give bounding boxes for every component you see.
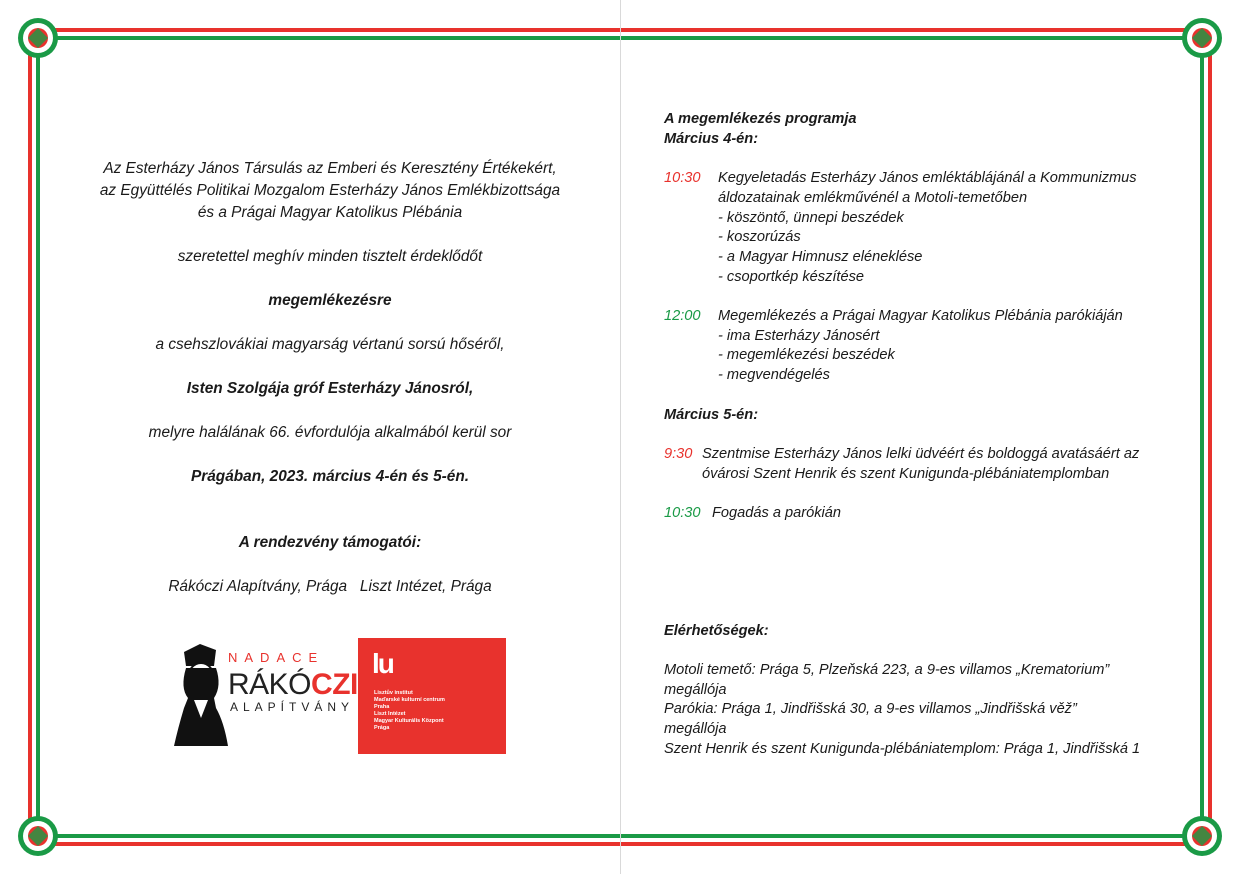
rakoczi-name-a: RÁKÓ — [228, 668, 312, 701]
rakoczi-bottom-text: ALAPÍTVÁNY — [230, 700, 355, 714]
sponsor-logos — [170, 638, 510, 758]
entry-time: 9:30 — [664, 445, 693, 462]
rakoczi-logo — [170, 638, 358, 748]
rakoczi-name — [228, 668, 358, 702]
entry-title: Megemlékezés a Prágai Magyar Katolikus Plébánia parókiáján — [718, 308, 1123, 324]
organizer-line: az Együttélés Politikai Mozgalom Esterházy János Emlékbizottsága — [99, 182, 561, 199]
program-entry — [664, 307, 1184, 327]
entry-time: 12:00 — [664, 308, 701, 324]
cockade-bottom-right-icon — [1182, 816, 1222, 856]
day1-heading: Március 4-én: — [664, 130, 759, 147]
liszt-mark: lu — [372, 648, 393, 679]
liszt-line: Liszt Intézet — [374, 711, 406, 717]
rakoczi-portrait-icon — [170, 638, 230, 748]
liszt-line: Magyar Kulturális Központ — [374, 718, 444, 724]
liszt-institute-logo — [358, 638, 506, 754]
day2-heading: Március 5-én: — [664, 406, 759, 423]
occasion-line: melyre halálának 66. évfordulója alkalmából kerül sor — [148, 424, 512, 441]
rakoczi-top-text: NADACE — [228, 650, 325, 665]
person-line: Isten Szolgája gróf Esterházy Jánosról, — [186, 380, 474, 397]
entry-sub: - koszorúzás — [718, 229, 801, 246]
place-date-line: Prágában, 2023. március 4-én és 5-én. — [190, 468, 470, 485]
program-entry — [664, 169, 1184, 189]
entry-title-cont: óvárosi Szent Henrik és szent Kunigunda-plébániatemplomban — [702, 465, 1110, 482]
entry-sub: - megemlékezési beszédek — [718, 347, 895, 364]
liszt-lines — [374, 690, 445, 732]
cockade-top-right-icon — [1182, 18, 1222, 58]
liszt-line: Praha — [374, 704, 390, 710]
entry-sub: - a Magyar Himnusz eléneklése — [718, 248, 923, 265]
contact-line: megállója — [664, 681, 727, 698]
entry-title-cont: áldozatainak emlékművénél a Motoli-temetőben — [718, 189, 1028, 206]
entry-time: 10:30 — [664, 504, 701, 521]
liszt-line: Maďarské kulturní centrum — [374, 697, 445, 703]
liszt-line: Prága — [374, 725, 390, 731]
entry-time: 10:30 — [664, 170, 701, 187]
supporters-line: Rákóczi Alapítvány, Prága Liszt Intézet, Prága — [168, 578, 492, 595]
entry-sub: - köszöntő, ünnepi beszédek — [718, 209, 904, 226]
contacts-heading: Elérhetőségek: — [664, 622, 769, 639]
organizers — [70, 158, 590, 224]
subject-line: a csehszlovákiai magyarság vértanú sorsú hőséről, — [155, 336, 505, 353]
event-word: megemlékezésre — [268, 292, 392, 309]
program-heading: A megemlékezés programja — [664, 111, 857, 127]
contact-line: Szent Henrik és szent Kunigunda-plébániatemplom: Prága 1, Jindřišská 1 — [664, 740, 1141, 757]
program-entry — [664, 445, 1184, 465]
contacts — [664, 661, 1184, 760]
entry-sub: - csoportkép készítése — [718, 268, 865, 285]
liszt-line: Lisztův institut — [374, 690, 413, 696]
program-entry — [664, 504, 1184, 524]
entry-title: Kegyeletadás Esterházy János emléktáblájánál a Kommunizmus — [718, 170, 1137, 187]
cockade-bottom-left-icon — [18, 816, 58, 856]
invitation-text — [70, 158, 590, 598]
cockade-top-left-icon — [18, 18, 58, 58]
supporters-heading: A rendezvény támogatói: — [238, 534, 422, 551]
entry-title: Szentmise Esterházy János lelki üdvéért és boldoggá avatásáért az — [702, 445, 1140, 462]
contact-line: Parókia: Prága 1, Jindřišská 30, a 9-es villamos „Jindřišská věž” — [664, 701, 1077, 718]
rakoczi-name-b: CZI — [311, 668, 358, 701]
entry-sub: - megvendégelés — [718, 367, 830, 384]
invite-line: szeretettel meghív minden tisztelt érdeklődőt — [177, 248, 483, 265]
entry-sub: - ima Esterházy Jánosért — [718, 327, 880, 344]
program-text — [664, 110, 1184, 760]
organizer-line: és a Prágai Magyar Katolikus Plébánia — [197, 204, 463, 221]
entry-title: Fogadás a parókián — [712, 504, 841, 521]
organizer-line: Az Esterházy János Társulás az Emberi és Keresztény Értékekért, — [103, 160, 557, 177]
contact-line: Motoli temető: Prága 5, Plzeňská 223, a 9-es villamos „Krematorium” — [664, 662, 1110, 679]
contact-line: megállója — [664, 721, 727, 738]
page-fold-line — [620, 0, 621, 874]
